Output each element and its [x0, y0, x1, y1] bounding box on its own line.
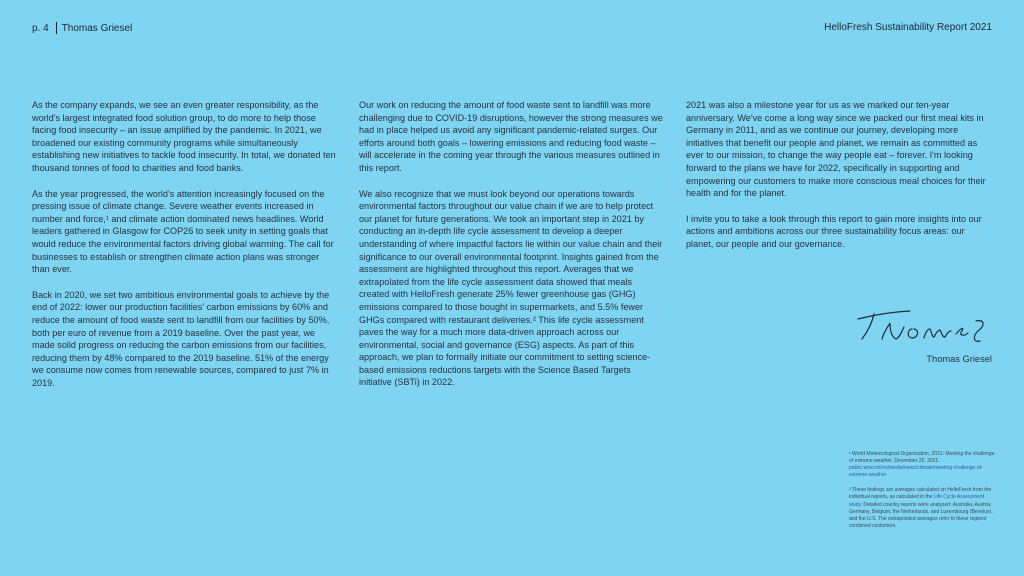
signature-name: Thomas Griesel [926, 354, 992, 364]
paragraph: As the year progressed, the world's attention increasingly focused on the pressing issue of climate change. Severe weather events increased in number and force,¹ and climate action dominated news headlines. World leaders gathered in Glasgow for COP26 to seek unity in setting goals that would reduce the environmental factors driving global warming. The call for businesses to establish or strengthen climate action plans was stronger than ever. [32, 188, 334, 275]
footnote-tail: . Detailed country reports were analyzed: Australia, Austria, Germany, Belgium, the Netherlands, and Luxembourg (Benelux), and the U.S. The extrapolated averages refer to these regions' combined customers. [849, 501, 993, 529]
text-column-3 [686, 99, 994, 264]
report-title: HelloFresh Sustainability Report 2021 [824, 22, 992, 33]
paragraph: I invite you to take a look through this report to gain more insights into our actions and ambitions across our three sustainability focus areas: our planet, our people and our governance. [686, 213, 982, 249]
footnote-text: ² These findings are averages calculated on HelloFresh from the individual reports, as calculated in the [849, 487, 992, 501]
footnote-1 [849, 451, 995, 479]
footnote-text: ¹ World Meteorological Organization, 2021: Meeting the challenge of extreme weather. December 25, 2021. [849, 451, 995, 465]
footnote-2 [849, 487, 995, 530]
header-author: Thomas Griesel [61, 22, 133, 34]
text-column-2 [359, 99, 663, 402]
paragraph: Back in 2020, we set two ambitious environmental goals to achieve by the end of 2022: lower our production facilities' carbon emissions by 60% and reduce the amount of food waste sent to landfill from our facilities by 50%, both per euro of revenue from a 2019 baseline. Over the past year, we made solid progress on reducing the carbon emissions from our facilities, reducing them by 48% compared to the 2019 baseline. 51% of the energy we consume now comes from renewable sources, compared to just 7% in 2019. [32, 289, 330, 388]
header-divider [56, 22, 57, 34]
footnotes [849, 451, 995, 538]
paragraph: Our work on reducing the amount of food waste sent to landfill was more challenging due to COVID-19 disruptions, however the strong measures we had in place helped us avoid any significant pandemic-related surges. Our efforts around both goals – lowering emissions and reducing food waste – will accelerate in the coming year through the various measures outlined in this report. [359, 100, 663, 173]
footnote-link[interactable]: public.wmo.int/en/media/news/climate/meeting-challenge-of-extreme-weather [849, 465, 983, 479]
header-left [32, 22, 132, 34]
paragraph: As the company expands, we see an even greater responsibility, as the world's largest integrated food solution group, to do more to help those facing food insecurity – an issue amplified by the pandemic. In 2021, we broadened our existing community programs while simultaneously establishing new initiatives to tackle food insecurity. In total, we donated ten thousand tonnes of food to charities and food banks. [32, 100, 336, 173]
handwritten-signature [852, 303, 994, 347]
page-number: p. 4 [32, 22, 49, 34]
footnote-link[interactable]: Life Cycle Assessment study [849, 494, 985, 508]
paragraph: 2021 was also a milestone year for us as we marked our ten-year anniversary. We've come a long way since we packed our first meal kits in Germany in 2011, and as we continue our journey, developing more initiatives that benefit our people and planet, we remain as committed as ever to our mission, to change the way people eat – forever. I'm looking forward to the plans we have for 2022, specifically in supporting and empowering our customers to make more conscious meal choices for their health and for the planet. [686, 100, 986, 199]
paragraph: We also recognize that we must look beyond our operations towards environmental factors throughout our value chain if we are to help protect our planet for future generations. We took an important step in 2021 by conducting an in-depth life cycle assessment to develop a deeper understanding of where impactful factors lie within our value chain and their significance to our overall environmental footprint. Insights gained from the assessment are highlighted throughout this report. Averages that we extrapolated from the life cycle assessment data showed that meals created with HelloFresh generate 25% fewer greenhouse gas (GHG) emissions compared to those bought in supermarkets, and 5.5% fewer GHGs compared with restaurant deliveries.² This life cycle assessment paves the way for a much more data-driven approach across our environmental, social and governance (ESG) aspects. As part of this approach, we plan to formally initiate our commitment to setting science-based emissions reductions targets with the Science Based Targets initiative (SBTi) in 2022. [359, 188, 663, 388]
text-column-1 [32, 99, 336, 402]
